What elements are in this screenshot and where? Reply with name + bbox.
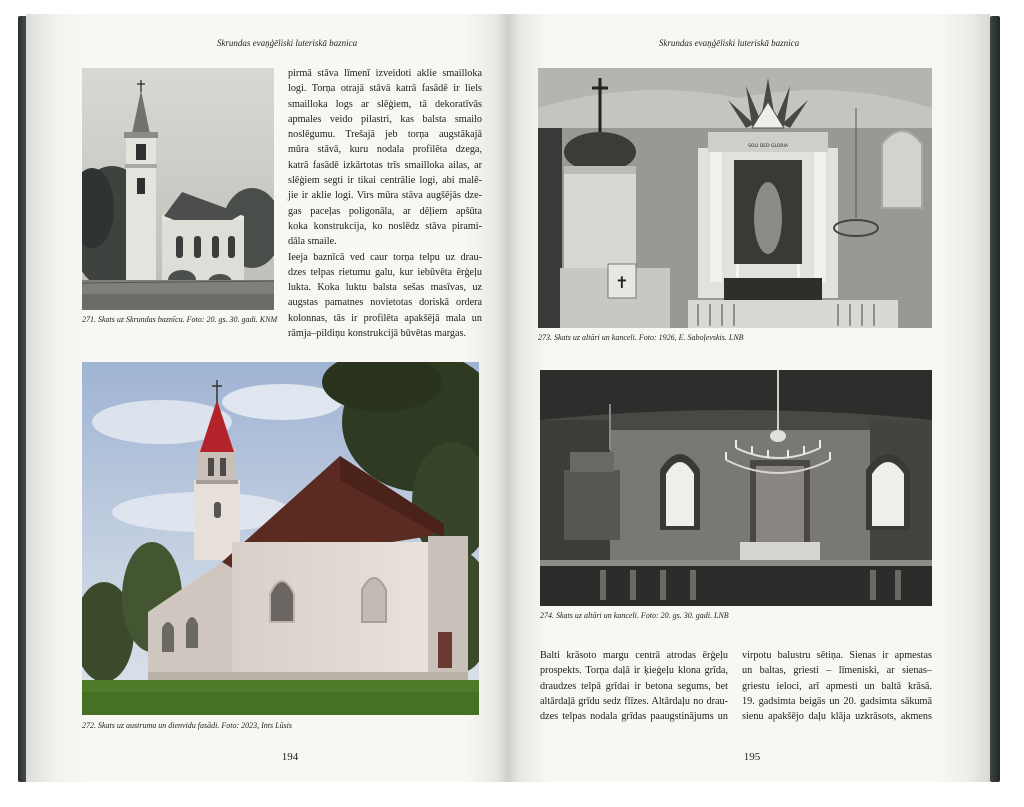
text-line: slēģiem segti ir tikai centrālie logi, abi malē- bbox=[288, 175, 482, 187]
photo-273-caption: 273. Skats uz altāri un kanceli. Foto: 1926, E. Saboļevskis. LNB bbox=[538, 333, 744, 342]
text-line: jie ir aklie logi. Virs mūra stāva augšējās dze- bbox=[288, 190, 482, 202]
photo-272-caption: 272. Skats uz austrumu un dienvidu fasādi. Foto: 2023, Ints Lūsis bbox=[82, 721, 293, 730]
left-running-head: Skrundas evaņģēliski luteriskā baznica bbox=[216, 38, 358, 48]
text-line: katrā fasādē izkārtotas trīs smailloka ailas, ar bbox=[288, 159, 482, 171]
text-line: dzes telpas nodala grīdas paaugstinājums un bbox=[540, 711, 728, 723]
text-line: pirmā stāva līmenī izveidoti aklie smailloka bbox=[288, 68, 482, 79]
open-book bbox=[18, 14, 1000, 786]
text-line: kolonnas, tās ir profilēta apakšējā mala un bbox=[288, 312, 482, 324]
text-line: lukta. Koka luktu balsta sešas masīvas, uz bbox=[288, 282, 482, 294]
text-line: 19. gadsimta beigās un 20. gadsimta sākumā bbox=[742, 695, 932, 707]
left-page-number: 194 bbox=[281, 751, 299, 763]
text-line: logi. Torņa otrajā stāvā katrā fasādē ir liels bbox=[288, 83, 482, 95]
text-line: noslēgumu. Trešajā jeb torņa augstākajā bbox=[288, 129, 482, 141]
altar-inscription: SOLI DEO GLORIA bbox=[748, 144, 788, 149]
right-page bbox=[508, 14, 990, 782]
photo-271-caption: 271. Skats uz Skrundas baznīcu. Foto: 20. gs. 30. gadi. KNM bbox=[82, 315, 278, 324]
text-line: koka konstrukcija, ko noslēdz stāva pirami- bbox=[288, 220, 482, 232]
svg-text:✝: ✝ bbox=[615, 273, 629, 292]
text-line: Ieeja baznīcā ved caur torņa telpu uz drau- bbox=[288, 251, 482, 263]
text-line: mūra stāvā, kuru nodala profilēta dzega, bbox=[288, 144, 482, 156]
text-line: un baltas, griesti – līmeniski, ar sienas– bbox=[742, 665, 932, 677]
text-line: virpotu balustru sētiņa. Sienas ir apmestas bbox=[742, 650, 932, 661]
text-line: gas paceļas poligonāla, ar dēļiem apšūta bbox=[288, 205, 482, 217]
text-line: Balti krāsoto margu centrā atrodas ērģeļu bbox=[540, 650, 728, 661]
photo-271-church-bw bbox=[82, 68, 274, 310]
text-line: prospekts. Torņa daļā ir ķieģeļu klona grīda, bbox=[540, 665, 728, 677]
photo-273-altar-pulpit bbox=[538, 68, 932, 328]
text-line: smailloka logs ar slēģiem, tā dekoratīvās bbox=[288, 98, 482, 110]
text-line: dzes telpas rietumu galu, kur iebūvēta ērģeļu bbox=[288, 266, 482, 278]
left-page bbox=[26, 14, 508, 782]
text-line: draudzes telpā grīdai ir betona segums, bet bbox=[540, 680, 728, 692]
text-line: altārdaļā grīdu sedz flīzes. Altārdaļu no drau- bbox=[540, 695, 728, 707]
right-body-col-2 bbox=[742, 648, 932, 724]
text-line: sienu apakšējo daļu klāja uzkrāsots, akmens bbox=[742, 711, 932, 723]
photo-274-interior-chandelier bbox=[540, 370, 932, 606]
right-running-head: Skrundas evaņģēliski luteriskā baznica bbox=[658, 38, 800, 48]
text-line: dāla smaile. bbox=[288, 236, 337, 248]
photo-272-church-color bbox=[82, 362, 479, 715]
right-body-col-1 bbox=[540, 648, 728, 724]
book-cover-right-edge bbox=[990, 16, 1000, 782]
left-body-text bbox=[288, 66, 482, 341]
right-page-number: 195 bbox=[743, 751, 761, 763]
text-line: griestu ieloci, arī apmesti un baltā krāsā. bbox=[742, 680, 932, 692]
text-line: apmales veido pilastri, kas balsta smailo bbox=[288, 113, 482, 125]
photo-274-caption: 274. Skats uz altāri un kanceli. Foto: 20. gs. 30. gadi. LNB bbox=[540, 611, 729, 620]
text-line: rāmja–pildiņu konstrukcijā būvētas margas. bbox=[288, 328, 467, 340]
text-line: augstas pamatnes novietotas doriskā ordera bbox=[288, 297, 482, 309]
